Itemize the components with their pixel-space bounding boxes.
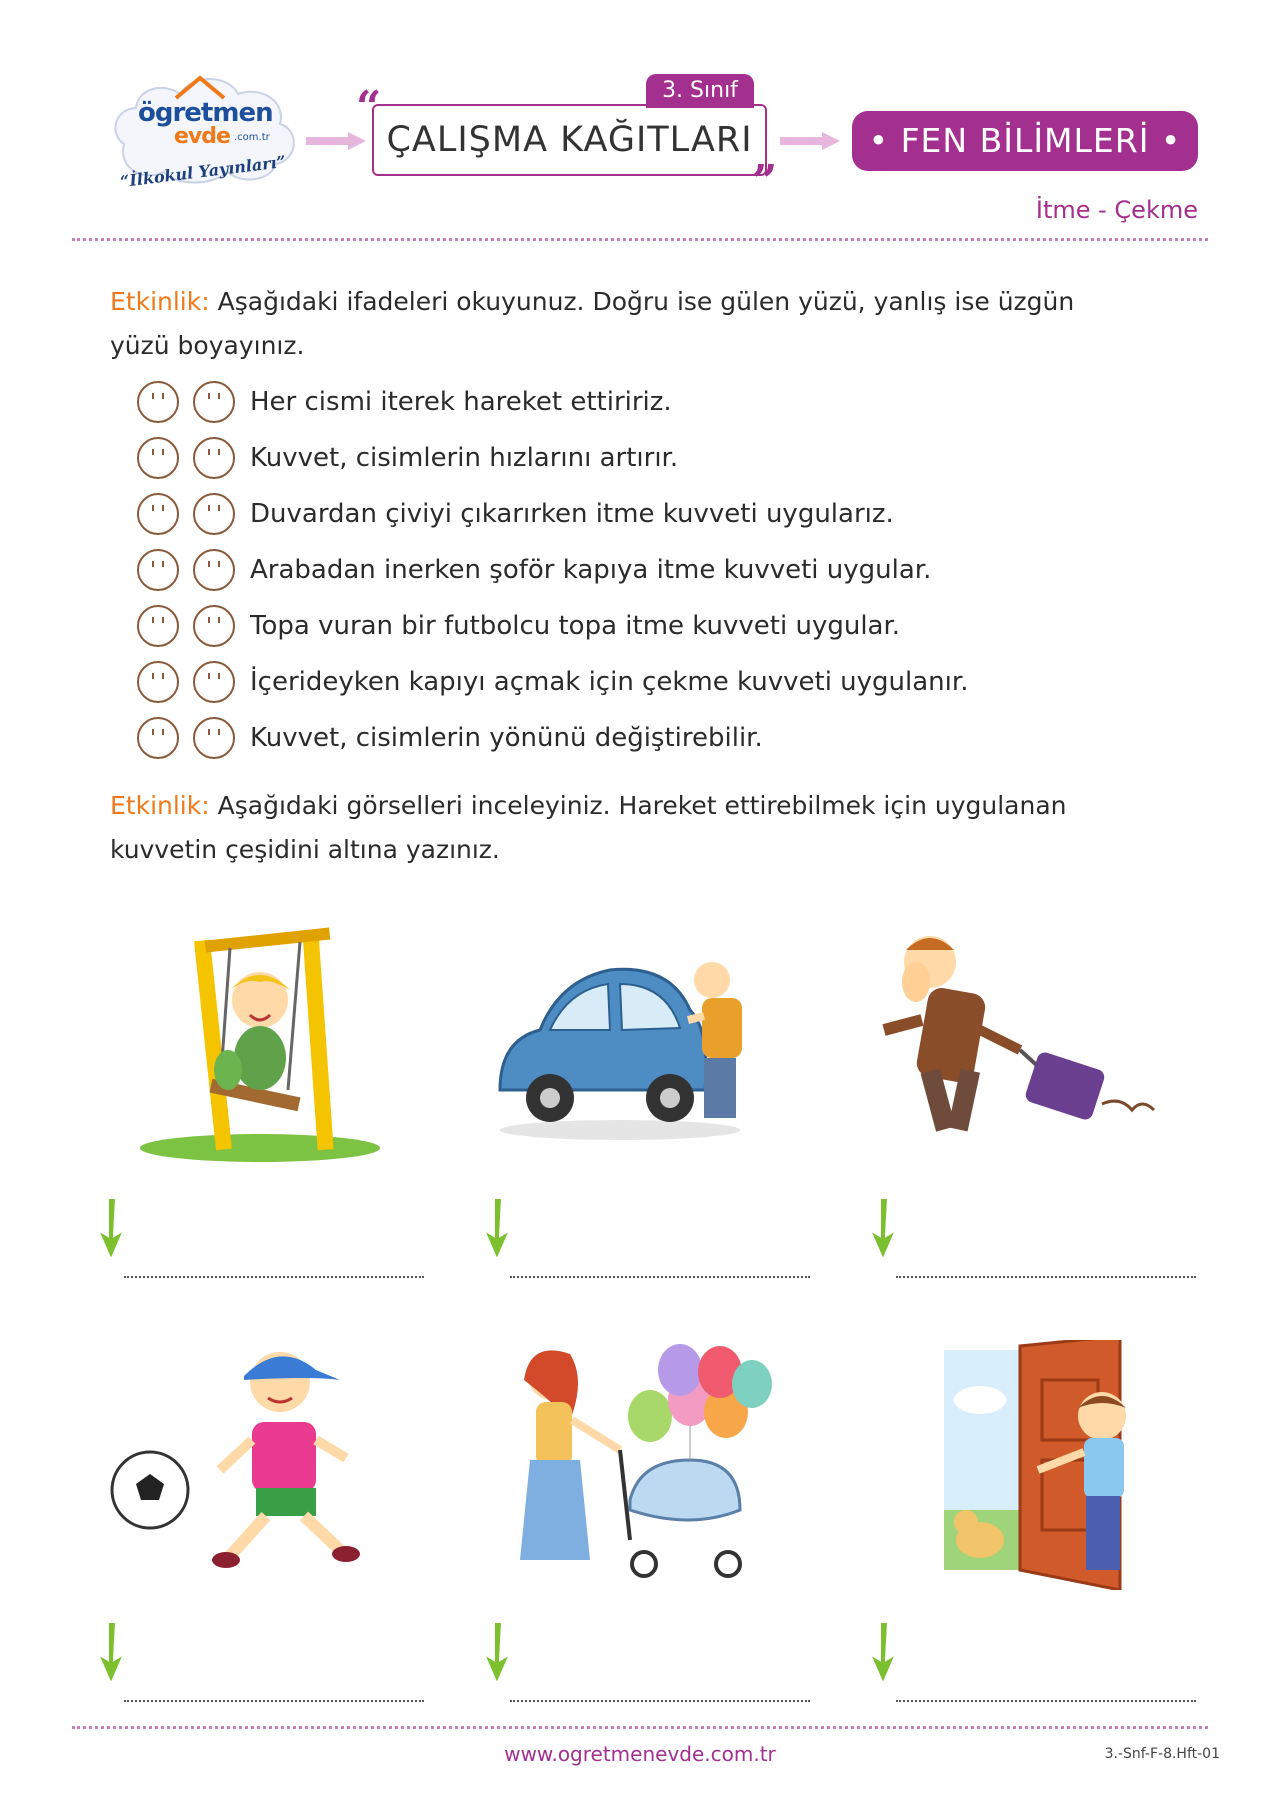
sad-face-icon[interactable] xyxy=(192,660,236,704)
answer-line[interactable] xyxy=(896,1276,1196,1278)
answer-line[interactable] xyxy=(124,1276,424,1278)
down-arrow-icon xyxy=(868,1620,898,1686)
statement-text: Duvardan çiviyi çıkarırken itme kuvveti uygularız. xyxy=(250,499,894,529)
boy-kicking-ball-icon xyxy=(110,1340,410,1590)
logo-tagline: “İlkokul Yayınları” xyxy=(119,151,287,192)
sad-face-icon[interactable] xyxy=(192,604,236,648)
activity2-instruction xyxy=(110,784,1140,872)
down-arrow-icon xyxy=(482,1620,512,1686)
list-item xyxy=(136,376,1136,432)
woman-pushing-stroller-icon xyxy=(490,1340,790,1590)
logo-brand-main: ögretmen xyxy=(138,98,273,128)
statement-text: İçerideyken kapıyı açmak için çekme kuvveti uygulanır. xyxy=(250,667,969,697)
title-box xyxy=(372,104,767,176)
down-arrow-icon xyxy=(868,1196,898,1262)
quote-close: ” xyxy=(752,156,778,207)
child-on-swing-icon xyxy=(110,920,410,1170)
answer-line[interactable] xyxy=(124,1700,424,1702)
sad-face-icon[interactable] xyxy=(192,436,236,480)
down-arrow-icon xyxy=(482,1196,512,1262)
statement-text: Kuvvet, cisimlerin yönünü değiştirebilir. xyxy=(250,723,763,753)
list-item xyxy=(136,600,1136,656)
happy-face-icon[interactable] xyxy=(136,660,180,704)
down-arrow-icon xyxy=(96,1196,126,1262)
man-pulling-suitcase-icon xyxy=(870,920,1170,1170)
logo-domain: .com.tr xyxy=(234,132,270,143)
happy-face-icon[interactable] xyxy=(136,716,180,760)
grade-tab: 3. Sınıf xyxy=(646,74,754,108)
sad-face-icon[interactable] xyxy=(192,492,236,536)
footer-url[interactable]: www.ogretmenevde.com.tr xyxy=(504,1742,776,1766)
quote-open: “ xyxy=(356,82,382,133)
list-item xyxy=(136,432,1136,488)
header-divider xyxy=(72,238,1208,241)
answer-line[interactable] xyxy=(896,1700,1196,1702)
activity1-label: Etkinlik: xyxy=(110,287,210,316)
man-pushing-car-icon xyxy=(490,920,790,1170)
activity1-instruction xyxy=(110,280,1140,368)
statement-text: Kuvvet, cisimlerin hızlarını artırır. xyxy=(250,443,679,473)
right-arrow-icon xyxy=(780,132,840,150)
activity2-label: Etkinlik: xyxy=(110,791,210,820)
happy-face-icon[interactable] xyxy=(136,380,180,424)
topic-label: İtme - Çekme xyxy=(1035,196,1198,224)
answer-line[interactable] xyxy=(510,1276,810,1278)
sad-face-icon[interactable] xyxy=(192,548,236,592)
happy-face-icon[interactable] xyxy=(136,604,180,648)
subject-badge: • FEN BİLİMLERİ • xyxy=(852,111,1198,171)
logo xyxy=(104,64,304,204)
list-item xyxy=(136,712,1136,768)
worksheet-title: ÇALIŞMA KAĞITLARI xyxy=(386,120,753,160)
list-item xyxy=(136,656,1136,712)
happy-face-icon[interactable] xyxy=(136,492,180,536)
answer-line[interactable] xyxy=(510,1700,810,1702)
statement-text: Arabadan inerken şoför kapıya itme kuvveti uygular. xyxy=(250,555,932,585)
down-arrow-icon xyxy=(96,1620,126,1686)
activity1-text: Aşağıdaki ifadeleri okuyunuz. Doğru ise gülen yüzü, yanlış ise üzgün yüzü boyayınız. xyxy=(110,287,1075,360)
footer-divider xyxy=(72,1726,1208,1729)
sad-face-icon[interactable] xyxy=(192,380,236,424)
logo-brand-sub: evde xyxy=(174,124,230,149)
right-arrow-icon xyxy=(306,132,366,150)
activity2-text: Aşağıdaki görselleri inceleyiniz. Hareket ettirebilmek için uygulanan kuvvetin çeşidini altına yazınız. xyxy=(110,791,1067,864)
statement-text: Her cismi iterek hareket ettiririz. xyxy=(250,387,672,417)
list-item xyxy=(136,488,1136,544)
footer-code: 3.-Snf-F-8.Hft-01 xyxy=(1104,1746,1220,1762)
statement-text: Topa vuran bir futbolcu topa itme kuvveti uygular. xyxy=(250,611,901,641)
sad-face-icon[interactable] xyxy=(192,716,236,760)
statement-list xyxy=(136,376,1136,768)
happy-face-icon[interactable] xyxy=(136,436,180,480)
list-item xyxy=(136,544,1136,600)
happy-face-icon[interactable] xyxy=(136,548,180,592)
boy-opening-door-icon xyxy=(870,1340,1170,1590)
